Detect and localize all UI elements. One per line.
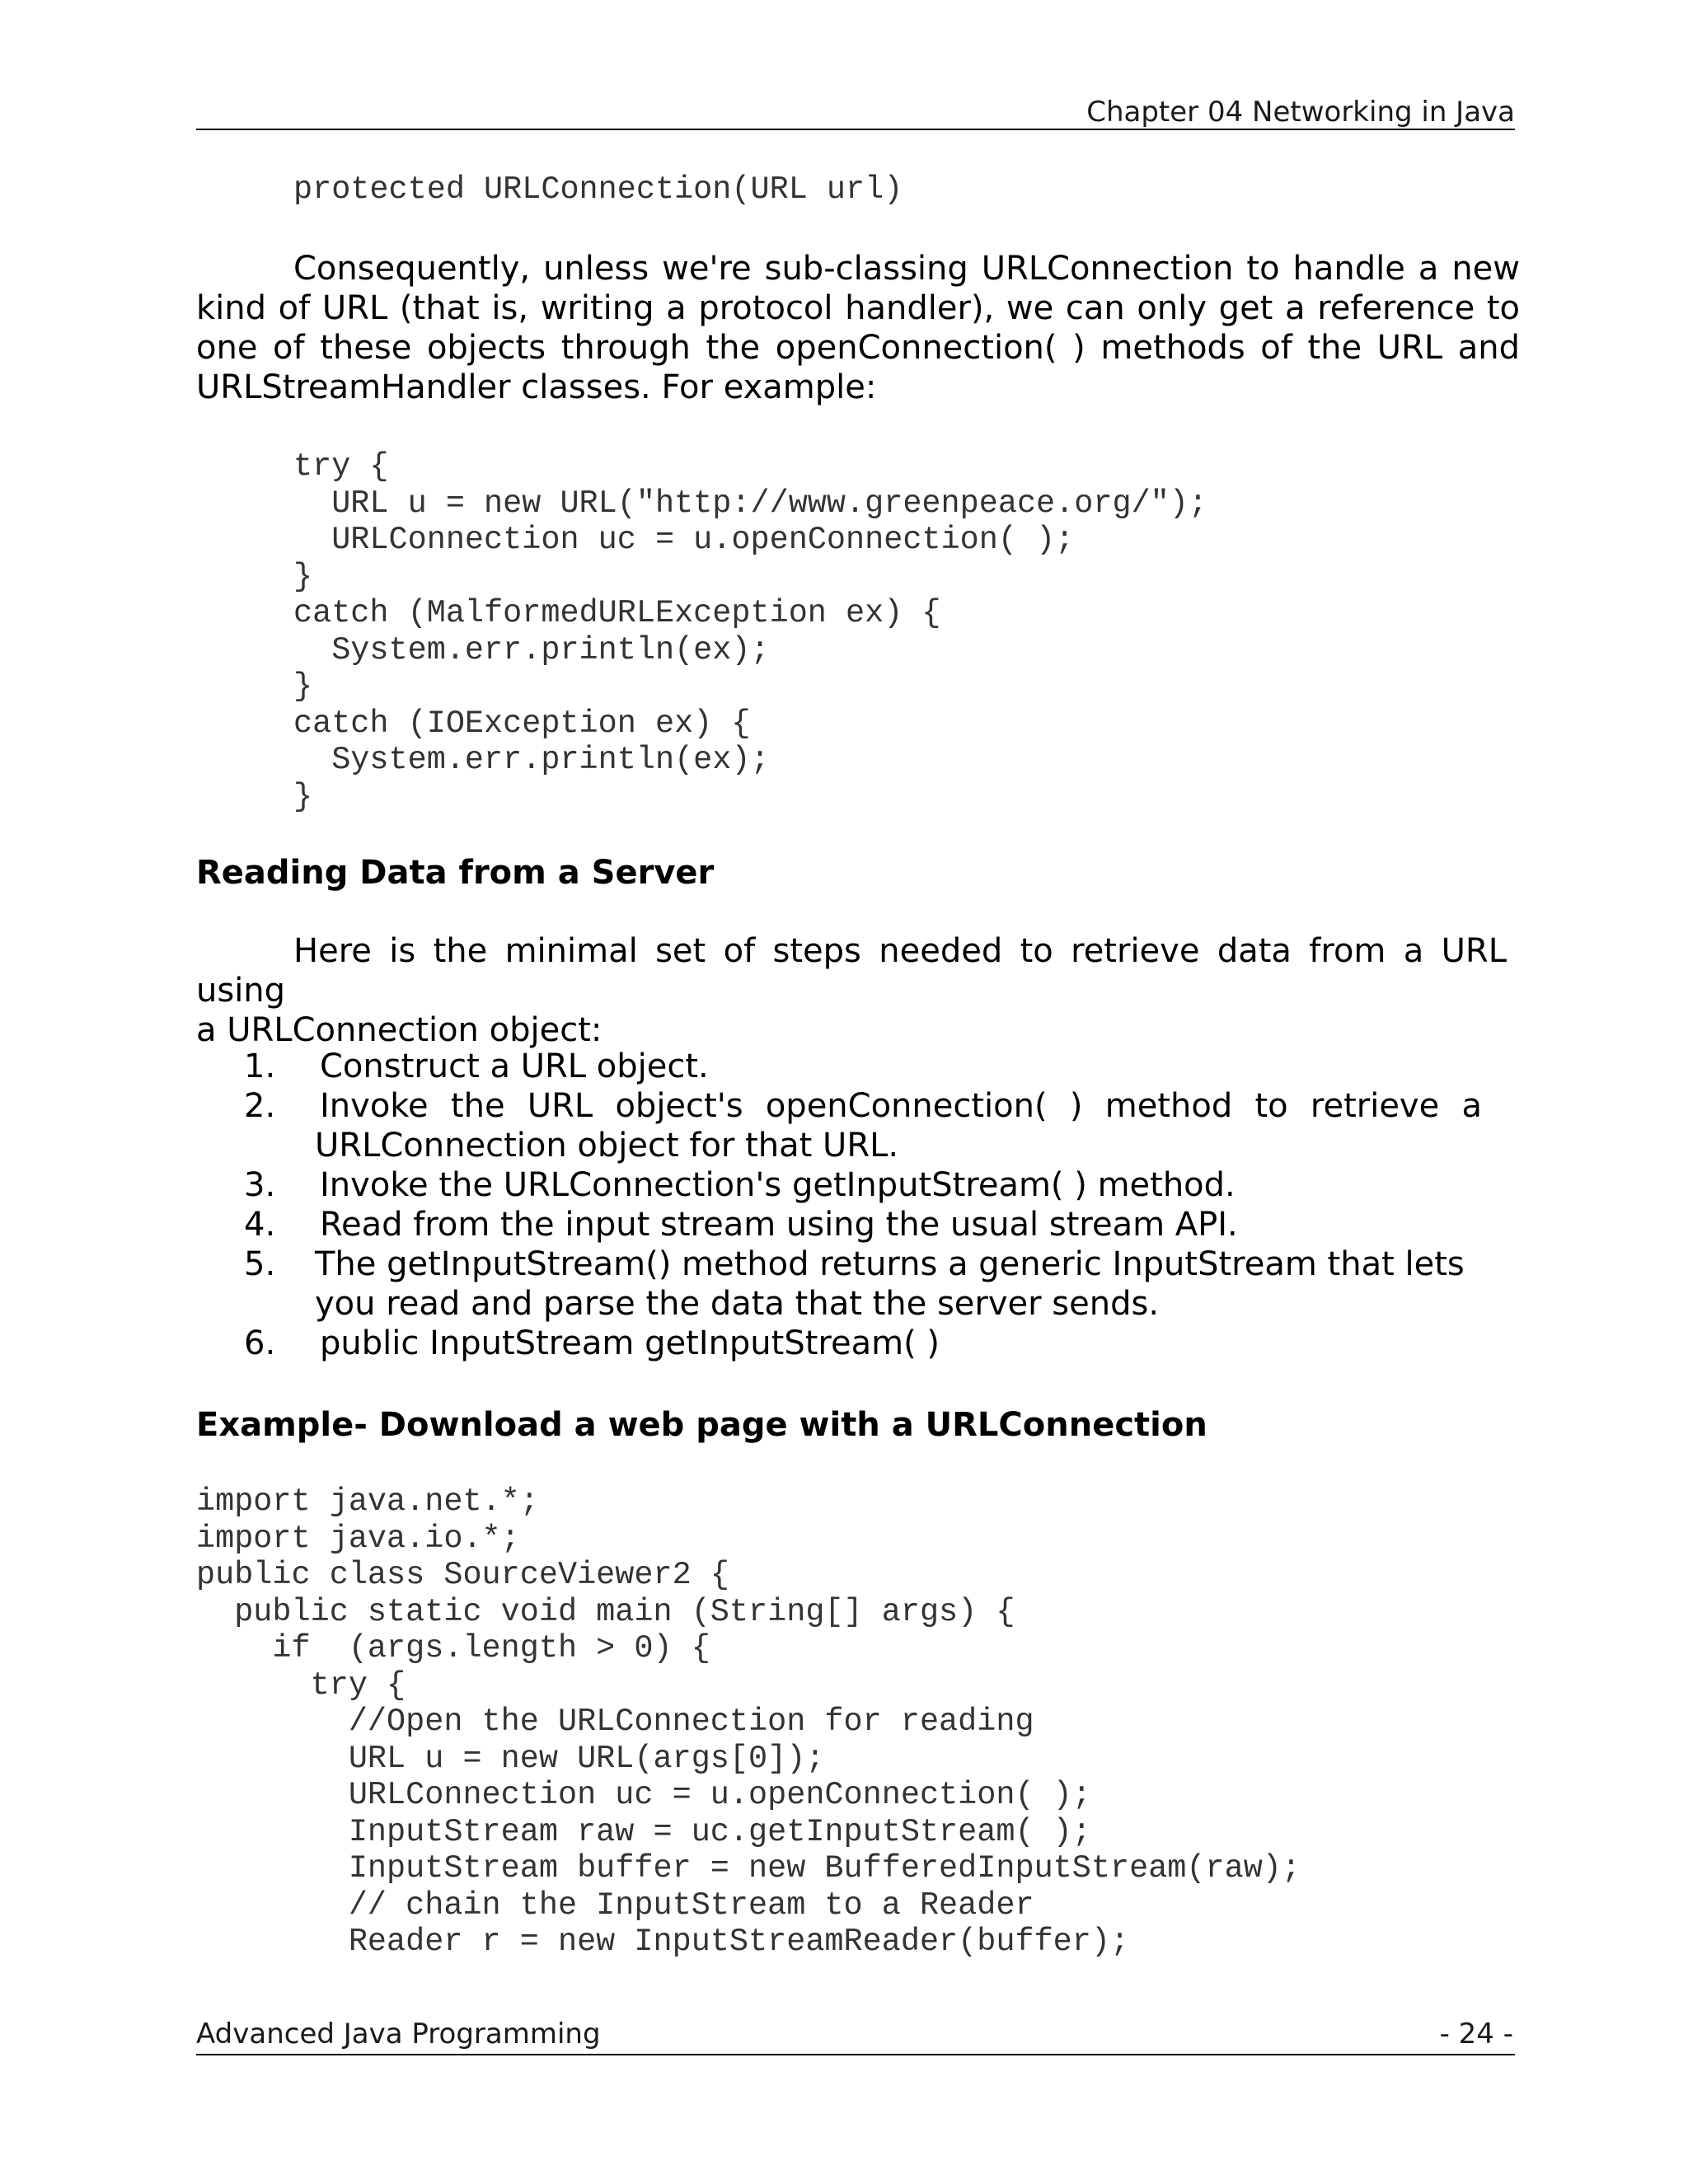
chapter-header: Chapter 04 Networking in Java xyxy=(1086,96,1515,129)
code-example-openconnection: try { URL u = new URL("http://www.greenpeace.org/"); URLConnection uc = u.openConnection( ); } catch (MalformedURLException ex) { System.err.println(ex); } catch (IOException ex) { System.err.println(ex); } xyxy=(293,448,1207,815)
list-item-text: The getInputStream() method returns a generic InputStream that lets xyxy=(315,1245,1465,1283)
list-item-text: Construct a URL object. xyxy=(320,1047,709,1085)
list-number: 6. xyxy=(244,1324,276,1362)
list-item xyxy=(196,1324,1482,1363)
list-number: 2. xyxy=(244,1087,276,1125)
paragraph-line: kind of URL (that is, writing a protocol handler), we can only get a reference to xyxy=(196,289,1520,327)
section-heading-reading-data: Reading Data from a Server xyxy=(196,854,715,892)
list-item xyxy=(196,1047,1482,1086)
code-constructor: protected URLConnection(URL url) xyxy=(293,171,903,208)
list-item xyxy=(196,1244,1482,1324)
page-number: - 24 - xyxy=(1439,2018,1513,2050)
list-item-text: Invoke the URL object's openConnection( ) method to retrieve a xyxy=(320,1087,1482,1125)
list-item-text: Read from the input stream using the usual stream API. xyxy=(320,1206,1238,1244)
steps-list xyxy=(196,1047,1482,1363)
list-number: 5. xyxy=(244,1245,276,1283)
list-item-text: Invoke the URLConnection's getInputStream( ) method. xyxy=(320,1166,1236,1204)
list-number: 4. xyxy=(244,1206,276,1244)
paragraph-consequently xyxy=(196,249,1520,407)
header-rule xyxy=(196,129,1515,130)
paragraph-line: a URLConnection object: xyxy=(196,1011,603,1049)
paragraph-line: Consequently, unless we're sub-classing URLConnection to handle a new xyxy=(293,250,1520,288)
paragraph-steps-intro xyxy=(196,931,1507,1050)
footer-book-title: Advanced Java Programming xyxy=(196,2018,601,2050)
list-item xyxy=(196,1165,1482,1205)
list-number: 3. xyxy=(244,1166,276,1204)
list-number: 1. xyxy=(244,1047,276,1085)
list-item-text: public InputStream getInputStream( ) xyxy=(320,1324,940,1362)
list-item-text: URLConnection object for that URL. xyxy=(315,1127,899,1165)
code-example-sourceviewer: import java.net.*; import java.io.*; public class SourceViewer2 { public static void main (String[] args) { if (args.length > 0) { try { //Open the URLConnection for reading URL u = new URL(args[0]); URLConnection uc = u.openConnection( ); InputStream raw = uc.getInputStream( ); InputStream buffer = new BufferedInputStream(raw); // chain the InputStream to a Reader Reader r = new InputStreamReader(buffer); xyxy=(196,1483,1301,1960)
footer-rule xyxy=(196,2054,1515,2055)
list-item-text: you read and parse the data that the server sends. xyxy=(315,1285,1160,1323)
section-heading-example: Example- Download a web page with a URLConnection xyxy=(196,1406,1207,1444)
list-item xyxy=(196,1205,1482,1244)
list-item xyxy=(196,1086,1482,1165)
paragraph-line: one of these objects through the openConnection( ) methods of the URL and xyxy=(196,329,1520,367)
paragraph-line: Here is the minimal set of steps needed to retrieve data from a URL using xyxy=(196,932,1507,1010)
paragraph-line: URLStreamHandler classes. For example: xyxy=(196,368,877,406)
